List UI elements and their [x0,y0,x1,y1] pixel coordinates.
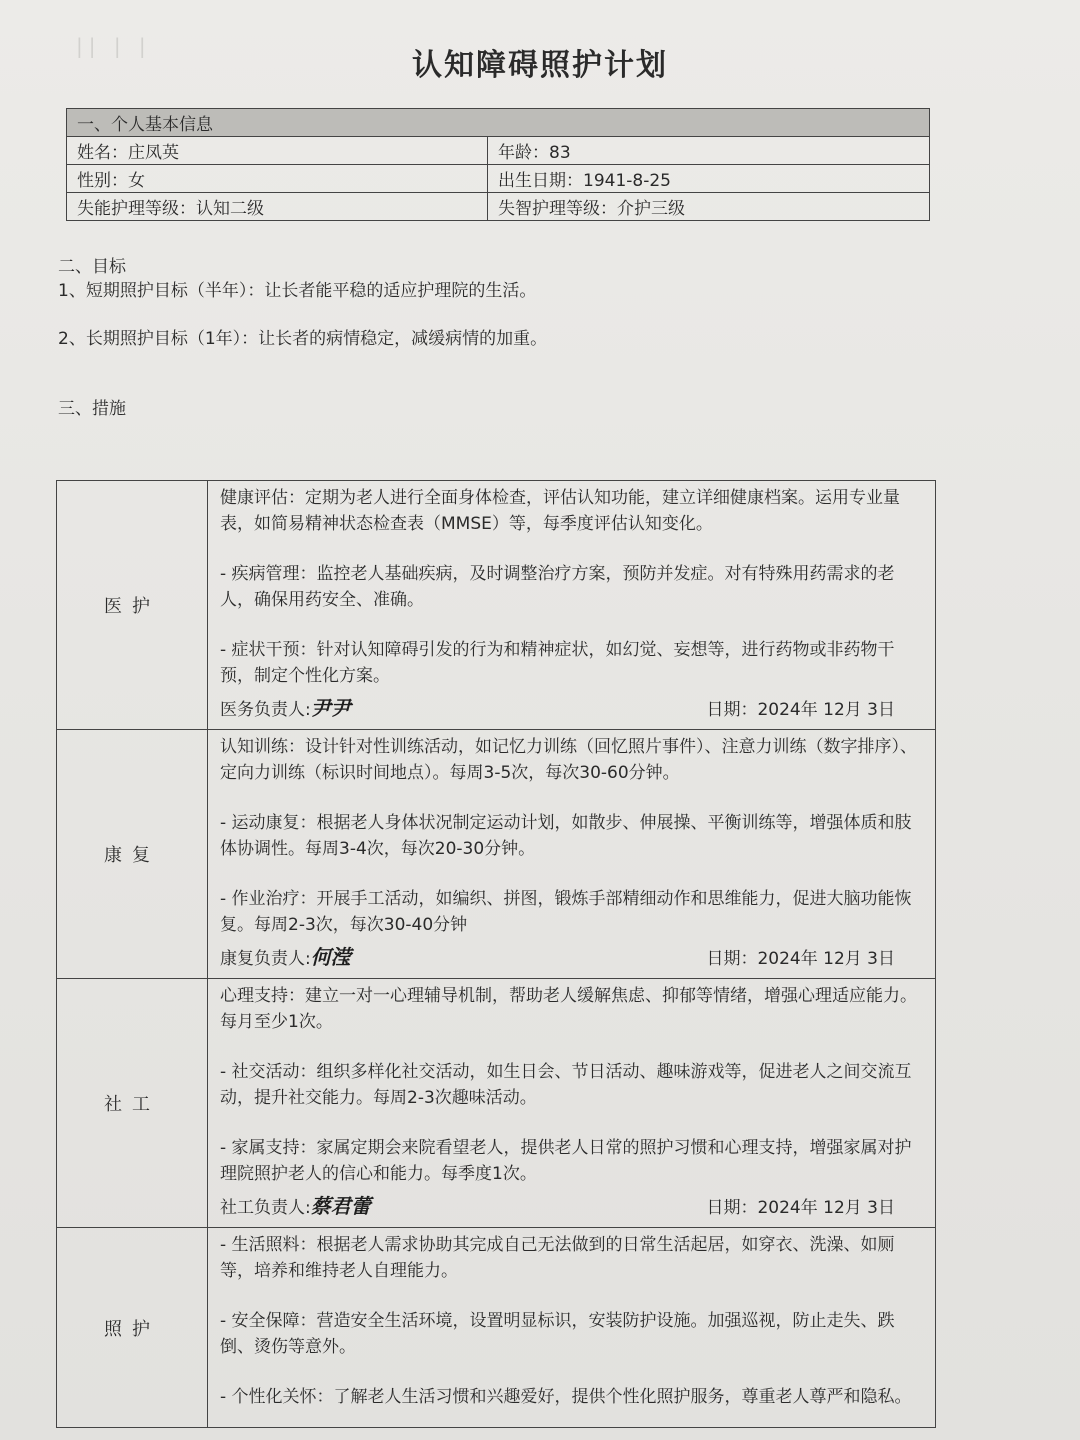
category-label: 康复 [57,730,208,979]
handwritten-signature: 蔡君蕾 [310,1194,371,1218]
measure-paragraph: 健康评估：定期为老人进行全面身体检查，评估认知功能，建立详细健康档案。运用专业量表，如简易精神状态检查表（MMSE）等，每季度评估认知变化。 [220,488,900,534]
signer-label: 医务负责人: [220,700,311,720]
measure-content [208,979,936,1228]
measure-paragraph: - 运动康复：根据老人身体状况制定运动计划，如散步、伸展操、平衡训练等，增强体质和肢体协调性。每周3-4次，每次20-30分钟。 [220,813,912,859]
measure-paragraph: - 症状干预：针对认知障碍引发的行为和精神症状，如幻觉、妄想等，进行药物或非药物干预，制定个性化方案。 [220,640,895,686]
goals-header: 二、目标 [58,257,126,277]
sign-date: 日期：2024年 12月 3日 [706,1198,895,1218]
signer [220,695,351,723]
signature-line [220,944,925,972]
measures-header: 三、措施 [58,399,126,419]
short-term-goal: 1、短期照护目标（半年）：让长者能平稳的适应护理院的生活。 [58,281,537,301]
measure-paragraph: - 生活照料：根据老人需求协助其完成自己无法做到的日常生活起居，如穿衣、洗澡、如厕等，培养和维持老人自理能力。 [220,1235,895,1281]
signer-label: 社工负责人: [220,1198,311,1218]
measure-content [208,481,936,730]
sign-date: 日期：2024年 12月 3日 [706,700,895,720]
gender-field: 性别：女 [67,165,488,193]
basic-info-table [66,108,930,221]
measure-paragraph: 认知训练：设计针对性训练活动，如记忆力训练（回忆照片事件）、注意力训练（数字排序）、定向力训练（标识时间地点）。每周3-5次，每次30-60分钟。 [220,737,917,783]
measure-content [208,1228,936,1428]
handwritten-signature: 何滢 [310,945,351,969]
handwritten-signature: 尹尹 [310,696,351,720]
measure-row-social [57,979,936,1228]
signature-line [220,695,925,723]
category-label: 社工 [57,979,208,1228]
sign-date: 日期：2024年 12月 3日 [706,949,895,969]
care-level-field: 失能护理等级：认知二级 [67,193,488,221]
measure-paragraph: - 社交活动：组织多样化社交活动，如生日会、节日活动、趣味游戏等，促进老人之间交流互动，提升社交能力。每周2-3次趣味活动。 [220,1062,912,1108]
category-label: 照护 [57,1228,208,1428]
name-field: 姓名：庄凤英 [67,137,488,165]
page-title: 认知障碍照护计划 [412,48,668,83]
signature-line [220,1193,925,1221]
basic-info-header: 一、个人基本信息 [67,109,930,137]
long-term-goal: 2、长期照护目标（1年）：让长者的病情稳定，减缓病情的加重。 [58,329,548,349]
category-label: 医护 [57,481,208,730]
measure-paragraph: - 疾病管理：监控老人基础疾病，及时调整治疗方案，预防并发症。对有特殊用药需求的老人，确保用药安全、准确。 [220,564,895,610]
dementia-level-field: 失智护理等级：介护三级 [488,193,930,221]
age-field: 年龄：83 [488,137,930,165]
measure-row-care [57,1228,936,1428]
signer-label: 康复负责人: [220,949,311,969]
measure-paragraph: - 安全保障：营造安全生活环境，设置明显标识，安装防护设施。加强巡视，防止走失、跌倒、烫伤等意外。 [220,1311,895,1357]
show-through-marks: || | | [76,34,217,58]
measure-paragraph: 心理支持：建立一对一心理辅导机制，帮助老人缓解焦虑、抑郁等情绪，增强心理适应能力。每月至少1次。 [220,986,917,1032]
measure-row-medical [57,481,936,730]
signer [220,944,351,972]
measure-paragraph: - 家属支持：家属定期会来院看望老人，提供老人日常的照护习惯和心理支持，增强家属对护理院照护老人的信心和能力。每季度1次。 [220,1138,912,1184]
measure-row-rehab [57,730,936,979]
measure-paragraph: - 作业治疗：开展手工活动，如编织、拼图，锻炼手部精细动作和思维能力，促进大脑功能恢复。每周2-3次，每次30-40分钟 [220,889,912,935]
measure-paragraph: - 个性化关怀：了解老人生活习惯和兴趣爱好，提供个性化照护服务，尊重老人尊严和隐私。 [220,1387,912,1407]
measure-content [208,730,936,979]
signer [220,1193,371,1221]
measures-table [56,480,936,1428]
birth-date-field: 出生日期：1941-8-25 [488,165,930,193]
